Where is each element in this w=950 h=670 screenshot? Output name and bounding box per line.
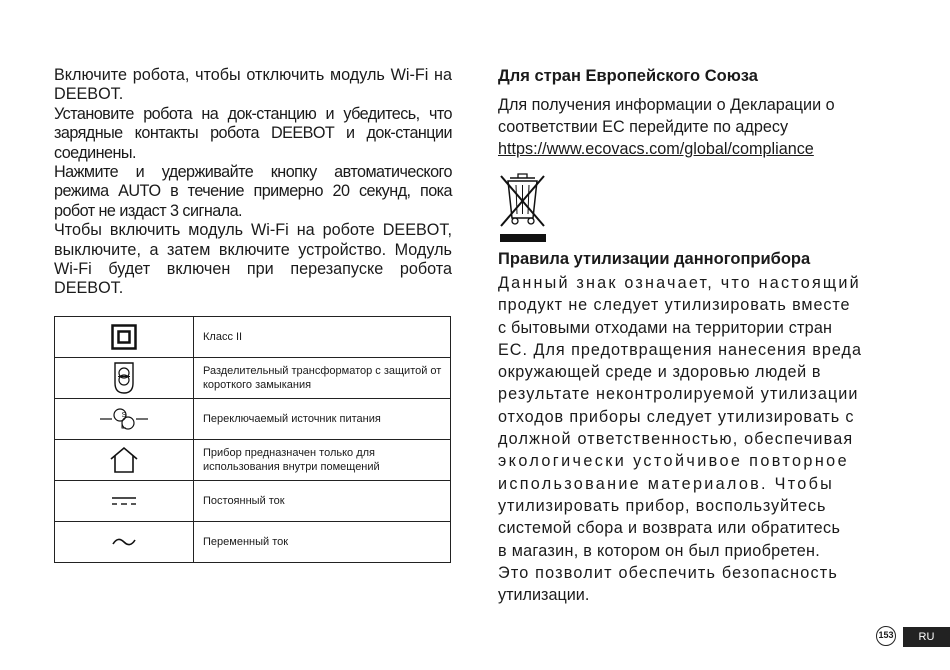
instruction-paragraph-2: Установите робота на док-станцию и убедитесь, что зарядные контакты робота DEEBOT и док-станции соединены.	[54, 104, 452, 162]
page-number: 153	[876, 626, 896, 646]
instruction-paragraph-1: Включите робота, чтобы отключить модуль Wi-Fi на DEEBOT.	[54, 66, 452, 104]
compliance-link[interactable]: https://www.ecovacs.com/global/compliance	[498, 140, 814, 158]
disposal-line: Это позволит обеспечить безопасность	[498, 563, 839, 582]
symbol-description: Класс II	[194, 317, 451, 358]
table-row	[55, 440, 451, 481]
disposal-line: в магазин, в котором он был приобретен.	[498, 541, 821, 560]
eu-text: Для получения информации о Декларации о соответствии ЕС перейдите по адресу	[498, 96, 835, 136]
svg-text:S: S	[121, 412, 127, 419]
instruction-paragraph-4: Чтобы включить модуль Wi-Fi на роботе DEEBOT, выключите, а затем включите устройство. Модуль Wi-Fi будет включен при перезапуске робота DEEBOT.	[54, 221, 452, 298]
table-row	[55, 522, 451, 563]
symbol-description: Разделительный трансформатор с защитой от короткого замыкания	[194, 358, 451, 399]
table-row	[55, 317, 451, 358]
disposal-line: использование материалов. Чтобы	[498, 474, 835, 493]
symbols-table	[54, 316, 451, 563]
symbol-description: Постоянный ток	[194, 481, 451, 522]
disposal-line: утилизировать прибор, воспользуйтесь	[498, 496, 827, 515]
table-row	[55, 358, 451, 399]
left-column	[54, 66, 452, 299]
instruction-paragraph-3: Нажмите и удерживайте кнопку автоматического режима AUTO в течение примерно 20 секунд, пока робот не издаст 3 сигнала.	[54, 163, 452, 220]
eu-heading: Для стран Европейского Союза	[498, 67, 758, 85]
alternating-current-icon	[112, 533, 136, 550]
disposal-line: результате неконтролируемой утилизации	[498, 385, 859, 404]
symbol-description: Переменный ток	[194, 522, 451, 563]
table-row	[55, 481, 451, 522]
class-ii-icon	[111, 328, 137, 345]
table-row	[55, 399, 451, 440]
disposal-line: окружающей среде и здоровью людей в	[498, 363, 822, 382]
symbol-description: Прибор предназначен только для использования внутри помещений	[194, 440, 451, 481]
switch-mode-power-supply-icon	[98, 410, 150, 427]
indoor-use-icon	[109, 451, 139, 468]
disposal-line: продукт не следует утилизировать вместе	[498, 296, 851, 315]
symbol-description: Переключаемый источник питания	[194, 399, 451, 440]
language-tag: RU	[903, 627, 950, 647]
disposal-line: должной ответственностью, обеспечивая	[498, 430, 854, 449]
disposal-line: ЕС. Для предотвращения нанесения вреда	[498, 340, 862, 359]
disposal-line: экологически устойчивое повторное	[498, 452, 849, 471]
disposal-text	[498, 272, 896, 606]
disposal-line: Данный знак означает, что настоящий	[498, 274, 861, 292]
disposal-line: утилизации.	[498, 586, 590, 605]
disposal-line: отходов приборы следует утилизировать с	[498, 407, 855, 426]
disposal-line: с бытовыми отходами на территории стран	[498, 318, 833, 337]
direct-current-icon	[111, 492, 137, 509]
crossed-out-wheelie-bin-icon	[498, 172, 548, 249]
disposal-heading: Правила утилизации данногоприбора	[498, 250, 811, 268]
safety-transformer-icon	[113, 369, 135, 386]
eu-section	[498, 66, 896, 160]
disposal-line: системой сбора и возврата или обратитесь	[498, 519, 841, 538]
